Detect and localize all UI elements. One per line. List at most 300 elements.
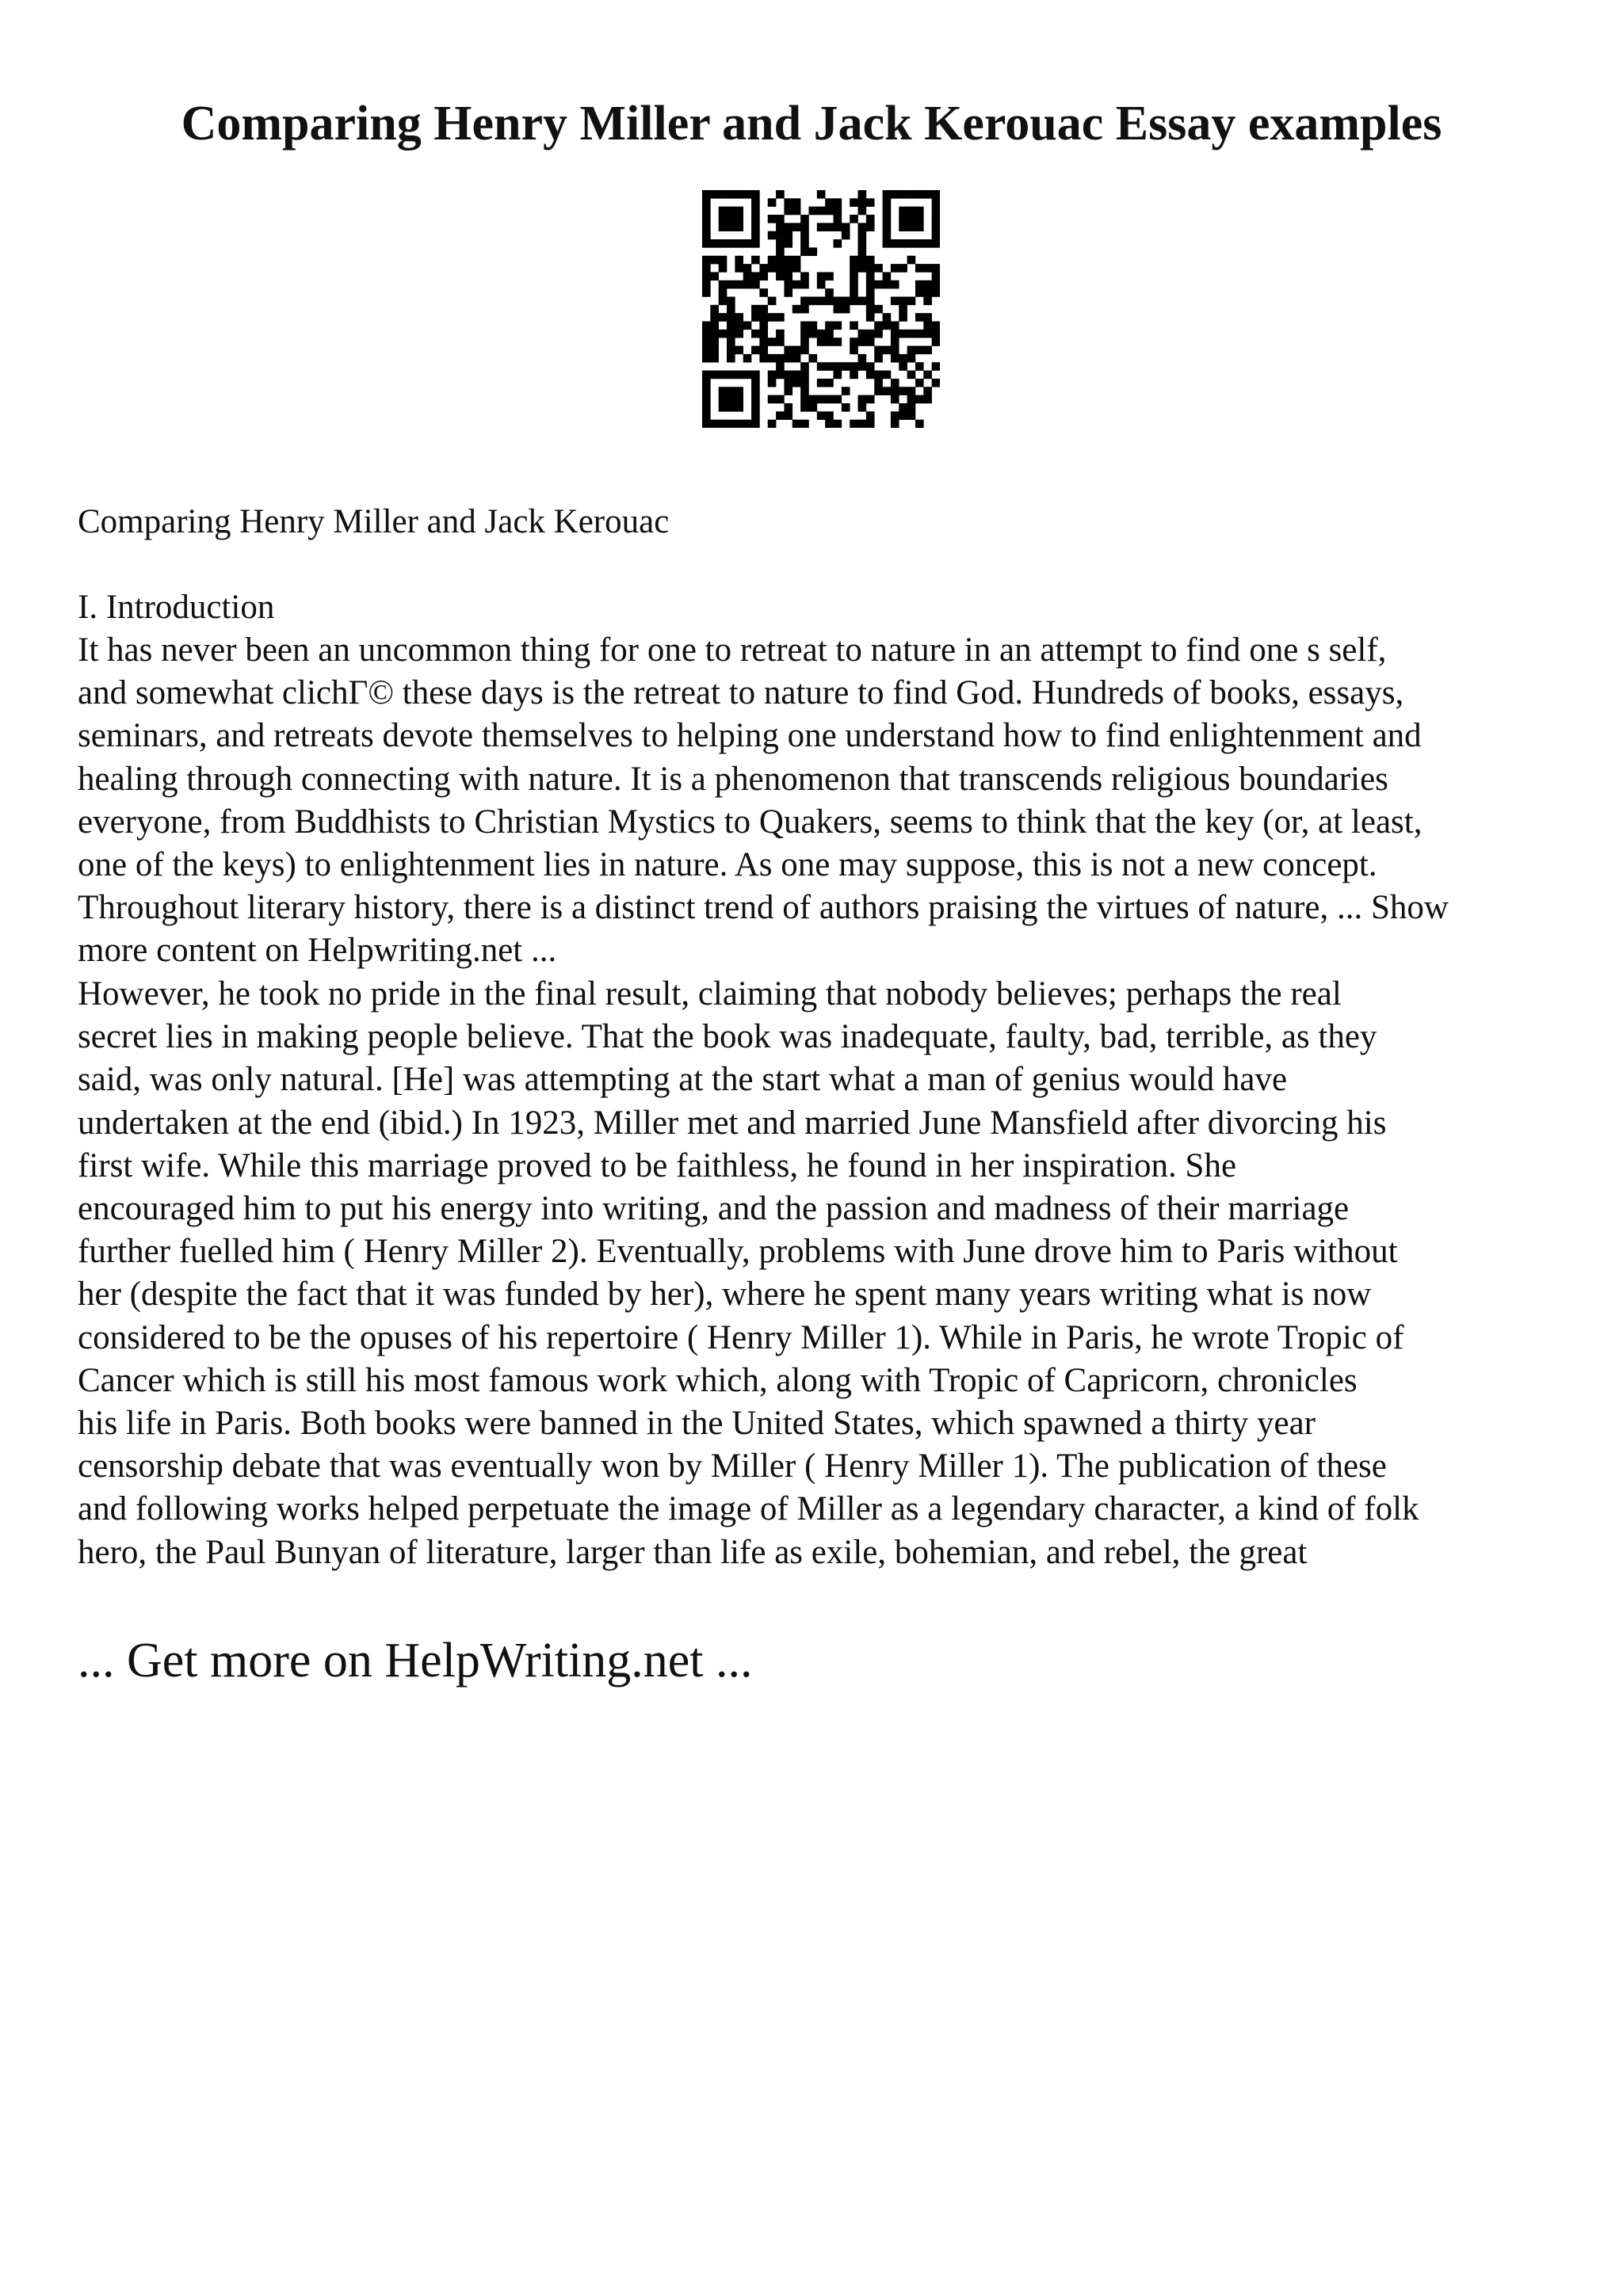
qr-module xyxy=(792,379,801,387)
qr-module xyxy=(923,313,932,322)
qr-module xyxy=(776,330,785,338)
qr-module xyxy=(866,198,875,207)
qr-module xyxy=(751,198,760,207)
qr-module xyxy=(899,239,907,248)
qr-module xyxy=(891,264,899,273)
qr-module xyxy=(850,338,858,346)
qr-module xyxy=(702,371,711,379)
qr-module xyxy=(883,371,892,379)
qr-module xyxy=(751,280,760,289)
qr-module xyxy=(784,354,792,363)
qr-module xyxy=(808,207,817,215)
qr-module xyxy=(842,296,850,305)
qr-module xyxy=(850,288,858,297)
qr-code-icon xyxy=(702,190,940,428)
qr-module xyxy=(858,403,867,412)
qr-module xyxy=(866,330,875,338)
qr-module xyxy=(817,379,826,387)
qr-module xyxy=(923,346,932,355)
qr-module xyxy=(850,346,858,355)
qr-module xyxy=(932,190,940,199)
qr-module xyxy=(727,395,735,404)
qr-module xyxy=(858,256,867,265)
qr-module xyxy=(702,280,711,289)
qr-module xyxy=(874,387,883,395)
qr-module xyxy=(759,288,768,297)
essay-subtitle: Comparing Henry Miller and Jack Kerouac xyxy=(78,503,670,540)
qr-module xyxy=(768,264,777,273)
qr-module xyxy=(768,198,777,207)
qr-module xyxy=(825,207,834,215)
qr-module xyxy=(759,322,768,330)
qr-module xyxy=(932,207,940,215)
qr-module xyxy=(710,354,719,363)
qr-module xyxy=(702,215,711,223)
qr-module xyxy=(800,215,809,223)
qr-module xyxy=(776,395,785,404)
paragraph-line: Cancer which is still his most famous work which, along with Tropic of Capricorn, chronicles xyxy=(78,1361,1358,1399)
qr-module xyxy=(899,296,907,305)
qr-module xyxy=(825,338,834,346)
qr-module xyxy=(735,330,743,338)
qr-module xyxy=(932,198,940,207)
qr-module xyxy=(899,354,907,363)
qr-module xyxy=(850,280,858,289)
qr-module xyxy=(776,239,785,248)
qr-module xyxy=(850,362,858,371)
qr-module xyxy=(751,239,760,248)
qr-module xyxy=(719,387,727,395)
qr-module xyxy=(702,223,711,231)
paragraph-line: one of the keys) to enlightenment lies in nature. As one may suppose, this is not a new concept. xyxy=(78,846,1377,884)
qr-module xyxy=(834,420,842,428)
qr-module xyxy=(915,288,924,297)
qr-module xyxy=(858,231,867,240)
qr-module xyxy=(776,338,785,346)
qr-module xyxy=(866,305,875,314)
qr-module xyxy=(702,256,711,265)
qr-module xyxy=(784,371,792,379)
qr-module xyxy=(743,354,752,363)
qr-module xyxy=(866,411,875,420)
qr-module xyxy=(874,330,883,338)
qr-module xyxy=(751,313,760,322)
qr-module xyxy=(808,354,817,363)
qr-module xyxy=(702,411,711,420)
qr-module xyxy=(907,395,916,404)
qr-module xyxy=(915,330,924,338)
qr-module xyxy=(899,190,907,199)
qr-module xyxy=(850,296,858,305)
qr-module xyxy=(784,280,792,289)
qr-module xyxy=(874,379,883,387)
qr-module xyxy=(932,338,940,346)
qr-module xyxy=(784,231,792,240)
qr-module xyxy=(891,239,899,248)
qr-module xyxy=(751,231,760,240)
paragraph-line: hero, the Paul Bunyan of literature, larger than life as exile, bohemian, and rebel, the great xyxy=(78,1533,1308,1571)
paragraph-line: her (despite the fact that it was funded by her), where he spent many years writing what is now xyxy=(78,1276,1372,1314)
qr-module xyxy=(768,338,777,346)
qr-module xyxy=(768,395,777,404)
qr-module xyxy=(883,190,892,199)
qr-module xyxy=(727,280,735,289)
qr-module xyxy=(792,264,801,273)
qr-module xyxy=(834,223,842,231)
qr-module xyxy=(866,215,875,223)
qr-module xyxy=(858,338,867,346)
qr-module xyxy=(907,207,916,215)
qr-module xyxy=(792,280,801,289)
qr-module xyxy=(710,256,719,265)
qr-module xyxy=(727,207,735,215)
qr-module xyxy=(883,207,892,215)
qr-module xyxy=(751,223,760,231)
qr-module xyxy=(784,198,792,207)
qr-module xyxy=(923,387,932,395)
qr-module xyxy=(751,346,760,355)
qr-module xyxy=(907,330,916,338)
qr-module xyxy=(932,379,940,387)
qr-module xyxy=(792,371,801,379)
qr-module xyxy=(710,272,719,280)
paragraph-line: Throughout literary history, there is a distinct trend of authors praising the virtues of nature, ... Show xyxy=(78,889,1449,927)
qr-module xyxy=(792,420,801,428)
qr-module xyxy=(825,322,834,330)
qr-module xyxy=(866,280,875,289)
qr-module xyxy=(735,207,743,215)
qr-module xyxy=(759,305,768,314)
qr-module xyxy=(784,239,792,248)
qr-module xyxy=(776,223,785,231)
qr-module xyxy=(719,420,727,428)
qr-module xyxy=(743,190,752,199)
qr-module xyxy=(784,207,792,215)
qr-module xyxy=(702,264,711,273)
qr-module xyxy=(883,272,892,280)
qr-module xyxy=(702,198,711,207)
qr-module xyxy=(800,371,809,379)
qr-module xyxy=(751,379,760,387)
qr-module xyxy=(932,288,940,297)
qr-module xyxy=(817,190,826,199)
qr-module xyxy=(858,239,867,248)
qr-module xyxy=(923,264,932,273)
qr-module xyxy=(768,313,777,322)
qr-module xyxy=(702,354,711,363)
qr-module xyxy=(907,215,916,223)
qr-module xyxy=(923,371,932,379)
qr-module xyxy=(768,215,777,223)
qr-module xyxy=(759,313,768,322)
qr-module xyxy=(784,264,792,273)
qr-module xyxy=(834,371,842,379)
qr-module xyxy=(834,207,842,215)
qr-module xyxy=(702,387,711,395)
qr-module xyxy=(710,313,719,322)
paragraph-line: However, he took no pride in the final result, claiming that nobody believes; perhaps the real xyxy=(78,975,1342,1013)
qr-module xyxy=(907,387,916,395)
qr-module xyxy=(800,362,809,371)
paragraph-line: said, was only natural. [He] was attempting at the start what a man of genius would have xyxy=(78,1061,1288,1099)
qr-module xyxy=(866,371,875,379)
qr-module xyxy=(899,387,907,395)
qr-module xyxy=(727,346,735,355)
qr-module xyxy=(735,371,743,379)
qr-module xyxy=(874,346,883,355)
qr-module xyxy=(825,379,834,387)
qr-module xyxy=(923,280,932,289)
qr-module xyxy=(842,403,850,412)
qr-module xyxy=(800,346,809,355)
qr-module xyxy=(915,215,924,223)
get-more-link[interactable]: ... Get more on HelpWriting.net ... xyxy=(78,1634,753,1688)
qr-module xyxy=(800,403,809,412)
qr-module xyxy=(719,207,727,215)
qr-module xyxy=(800,322,809,330)
qr-module xyxy=(932,272,940,280)
qr-module xyxy=(784,288,792,297)
qr-module xyxy=(735,313,743,322)
qr-module xyxy=(858,264,867,273)
qr-module xyxy=(817,362,826,371)
qr-module xyxy=(735,223,743,231)
paragraph-line: and somewhat clichГ© these days is the retreat to nature to find God. Hundreds of books, essays, xyxy=(78,674,1404,712)
qr-module xyxy=(702,338,711,346)
qr-module xyxy=(874,305,883,314)
qr-module xyxy=(743,264,752,273)
qr-module xyxy=(735,395,743,404)
qr-module xyxy=(874,371,883,379)
qr-module xyxy=(858,362,867,371)
qr-module xyxy=(719,313,727,322)
paragraph-line: everyone, from Buddhists to Christian Mystics to Quakers, seems to think that the key (or, at least, xyxy=(78,803,1423,841)
qr-module xyxy=(834,296,842,305)
qr-module xyxy=(702,190,711,199)
qr-module xyxy=(858,395,867,404)
qr-module xyxy=(891,338,899,346)
qr-module xyxy=(727,403,735,412)
qr-module xyxy=(776,264,785,273)
qr-module xyxy=(907,239,916,248)
qr-module xyxy=(751,215,760,223)
qr-module xyxy=(899,215,907,223)
qr-module xyxy=(710,239,719,248)
qr-module xyxy=(866,296,875,305)
qr-module xyxy=(825,330,834,338)
qr-module xyxy=(702,239,711,248)
qr-module xyxy=(899,403,907,412)
qr-module xyxy=(858,223,867,231)
qr-module xyxy=(792,223,801,231)
qr-module xyxy=(751,420,760,428)
qr-module xyxy=(719,395,727,404)
qr-module xyxy=(834,305,842,314)
qr-module xyxy=(776,313,785,322)
qr-module xyxy=(768,256,777,265)
qr-module xyxy=(710,420,719,428)
qr-module xyxy=(710,338,719,346)
qr-module xyxy=(784,223,792,231)
body-paragraph xyxy=(78,973,1568,1574)
qr-module xyxy=(842,362,850,371)
qr-module xyxy=(751,272,760,280)
qr-module xyxy=(776,411,785,420)
qr-module xyxy=(874,280,883,289)
qr-module xyxy=(719,223,727,231)
qr-module xyxy=(915,223,924,231)
qr-module xyxy=(727,239,735,248)
qr-module xyxy=(825,420,834,428)
qr-module xyxy=(850,420,858,428)
qr-module xyxy=(915,346,924,355)
qr-module xyxy=(891,322,899,330)
qr-module xyxy=(800,280,809,289)
qr-module xyxy=(735,190,743,199)
qr-module xyxy=(759,272,768,280)
qr-module xyxy=(751,387,760,395)
qr-module xyxy=(891,411,899,420)
qr-module xyxy=(883,313,892,322)
document-title: Comparing Henry Miller and Jack Kerouac Essay examples xyxy=(181,97,1442,151)
qr-module xyxy=(702,395,711,404)
qr-module xyxy=(866,272,875,280)
qr-module xyxy=(702,330,711,338)
qr-module xyxy=(727,371,735,379)
qr-module xyxy=(743,371,752,379)
qr-module xyxy=(751,411,760,420)
qr-module xyxy=(743,322,752,330)
qr-module xyxy=(817,330,826,338)
qr-module xyxy=(899,305,907,314)
paragraph-line: undertaken at the end (ibid.) In 1923, Miller met and married June Mansfield after divorcing his xyxy=(78,1104,1387,1142)
qr-module xyxy=(784,256,792,265)
qr-module xyxy=(923,239,932,248)
qr-module xyxy=(899,207,907,215)
qr-module xyxy=(751,403,760,412)
qr-module xyxy=(800,272,809,280)
qr-module xyxy=(842,305,850,314)
qr-module xyxy=(808,247,817,256)
qr-module xyxy=(743,239,752,248)
qr-module xyxy=(702,403,711,412)
qr-module xyxy=(834,215,842,223)
qr-module xyxy=(792,207,801,215)
qr-module xyxy=(751,330,760,338)
qr-module xyxy=(915,362,924,371)
qr-module xyxy=(710,190,719,199)
qr-module xyxy=(768,420,777,428)
qr-module xyxy=(735,264,743,273)
qr-module xyxy=(932,330,940,338)
qr-module xyxy=(702,207,711,215)
qr-module xyxy=(776,247,785,256)
qr-module xyxy=(719,330,727,338)
qr-module xyxy=(800,231,809,240)
qr-module xyxy=(907,256,916,265)
qr-module xyxy=(899,223,907,231)
qr-module xyxy=(825,223,834,231)
qr-module xyxy=(891,296,899,305)
qr-module xyxy=(891,354,899,363)
qr-module xyxy=(891,395,899,404)
paragraph-line: censorship debate that was eventually won by Miller ( Henry Miller 1). The publication of these xyxy=(78,1447,1387,1486)
qr-module xyxy=(768,231,777,240)
qr-module xyxy=(800,387,809,395)
qr-module xyxy=(800,420,809,428)
qr-module xyxy=(907,411,916,420)
qr-module xyxy=(907,371,916,379)
qr-module xyxy=(702,420,711,428)
qr-module xyxy=(727,338,735,346)
qr-module xyxy=(932,322,940,330)
qr-module xyxy=(727,387,735,395)
qr-module xyxy=(751,305,760,314)
qr-module xyxy=(727,215,735,223)
qr-module xyxy=(784,272,792,280)
qr-module xyxy=(866,420,875,428)
qr-module xyxy=(858,190,867,199)
qr-module xyxy=(743,420,752,428)
qr-module xyxy=(719,215,727,223)
qr-module xyxy=(915,379,924,387)
qr-module xyxy=(825,411,834,420)
qr-module xyxy=(710,371,719,379)
qr-module xyxy=(891,280,899,289)
qr-module xyxy=(866,362,875,371)
qr-module xyxy=(915,420,924,428)
qr-module xyxy=(776,231,785,240)
qr-module xyxy=(817,272,826,280)
qr-module xyxy=(735,239,743,248)
qr-module xyxy=(735,215,743,223)
qr-module xyxy=(800,379,809,387)
paragraph-line: his life in Paris. Both books were banned in the United States, which spawned a thirty year xyxy=(78,1405,1316,1443)
qr-module xyxy=(883,280,892,289)
qr-module xyxy=(776,256,785,265)
qr-module xyxy=(891,379,899,387)
qr-module xyxy=(735,403,743,412)
qr-module xyxy=(768,379,777,387)
qr-module xyxy=(759,346,768,355)
qr-module xyxy=(784,387,792,395)
qr-module xyxy=(874,322,883,330)
qr-module xyxy=(710,330,719,338)
qr-module xyxy=(727,305,735,314)
qr-module xyxy=(735,280,743,289)
qr-module xyxy=(866,256,875,265)
qr-module xyxy=(850,198,858,207)
qr-module xyxy=(915,190,924,199)
qr-module xyxy=(883,198,892,207)
qr-module xyxy=(858,247,867,256)
qr-module xyxy=(751,256,760,265)
qr-module xyxy=(792,346,801,355)
qr-module xyxy=(727,296,735,305)
qr-module xyxy=(907,223,916,231)
qr-module xyxy=(866,264,875,273)
qr-module xyxy=(899,362,907,371)
qr-module xyxy=(842,387,850,395)
qr-module xyxy=(727,223,735,231)
qr-module xyxy=(817,296,826,305)
qr-module xyxy=(932,239,940,248)
qr-module xyxy=(808,330,817,338)
qr-module xyxy=(834,322,842,330)
qr-module xyxy=(891,346,899,355)
qr-module xyxy=(702,346,711,355)
qr-module xyxy=(792,305,801,314)
